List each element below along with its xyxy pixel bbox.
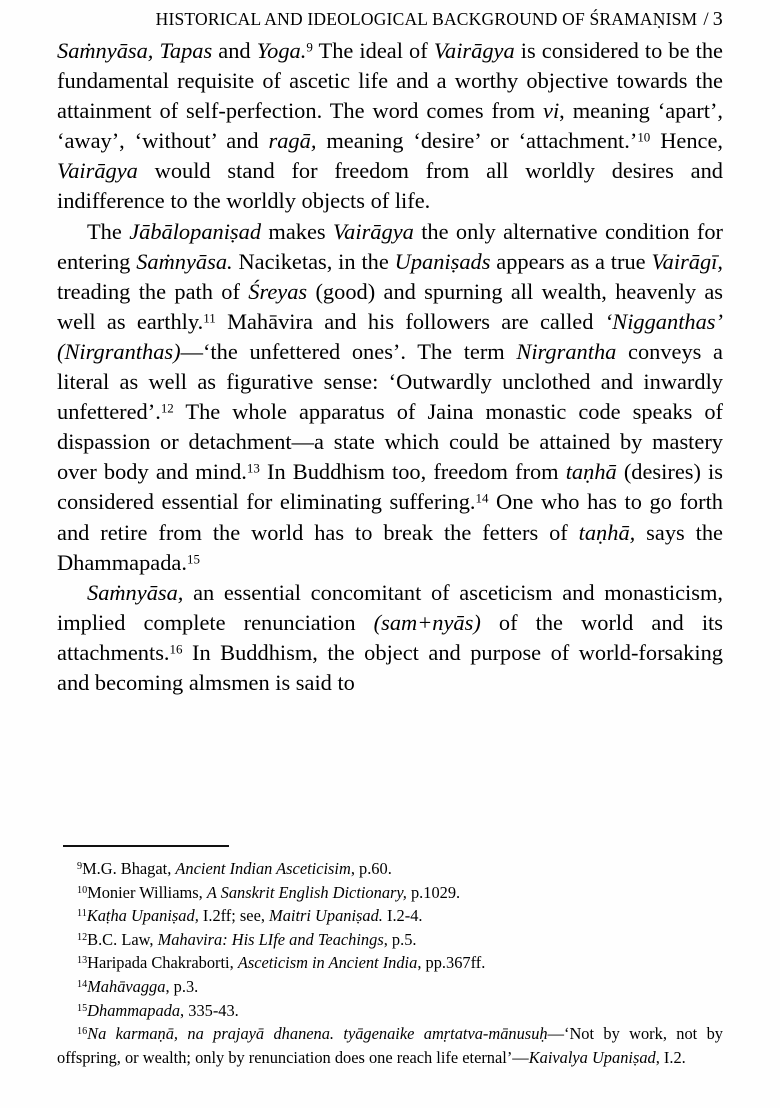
italic-run: ‘Nigganthas’ (Nirgranthas) — [57, 308, 723, 364]
text-run: Mahāvira and his followers are called — [215, 308, 605, 334]
footnote-reference-marker: 11 — [77, 908, 87, 920]
running-head-title: HISTORICAL AND IDEOLOGICAL BACKGROUND OF ŚRAMAṆISM — [155, 9, 698, 29]
text-run: In Buddhism, the object and purpose of world-forsaking and becoming almsmen is said to — [57, 639, 723, 695]
italic-run: taṇhā — [565, 459, 617, 485]
footnote-reference-marker: 10 — [77, 884, 88, 896]
italic-run: Kaṭha Upaniṣad, — [86, 906, 199, 926]
text-run: and — [212, 38, 257, 63]
text-run: The ideal of — [312, 38, 434, 63]
text-run: , p.3. — [165, 976, 199, 996]
italic-run: Vairāgya — [332, 218, 414, 244]
italic-run: ragā, — [268, 128, 317, 154]
text-run: —‘the unfettered ones’. The term — [180, 338, 517, 364]
footnote-entry — [57, 857, 723, 881]
text-run: , p.5. — [383, 929, 417, 949]
footnote-reference-marker: 12 — [160, 400, 174, 416]
italic-run: Na karmaṇā, na prajayā dhanena. tyāgenaike amṛtatva-mānusuḥ — [87, 1024, 548, 1044]
italic-run: Śreyas — [248, 278, 308, 304]
footnote-entry — [57, 1022, 723, 1069]
footnote-separator-rule — [63, 845, 229, 847]
footnote-reference-marker: 15 — [186, 550, 200, 566]
footnote-reference-marker: 13 — [77, 955, 88, 967]
text-run: , p.60. — [350, 859, 392, 878]
italic-run: Mahavira: His LIfe and Teachings — [157, 929, 384, 949]
text-run: of the world and its attachments. — [57, 609, 723, 665]
text-run: M.G. Bhagat, — [82, 859, 176, 878]
text-run: is considered to be the fundamental requisite of ascetic life and a worthy objective towards the attainment of self-perfection. The word comes from — [57, 38, 723, 124]
italic-run: Saṁnyāsa. — [136, 248, 233, 274]
text-run: the only alternative condition for entering — [57, 218, 723, 274]
italic-run: Nirgrantha — [516, 338, 617, 364]
italic-run: Dhammapada — [87, 1000, 181, 1020]
text-run: would stand for freedom from all worldly desires and indifference to the worldly objects of life. — [57, 158, 723, 214]
text-run: (desires) is considered essential for eliminating suffering. — [57, 459, 723, 515]
text-run: Hence, — [650, 128, 723, 154]
italic-run: vi — [543, 98, 560, 124]
footnote-entry — [57, 928, 723, 952]
italic-run: (sam+nyās) — [373, 609, 481, 635]
italic-run: Asceticism in Ancient India — [237, 953, 418, 973]
body-text — [57, 36, 723, 698]
text-run: appears as a true — [490, 248, 652, 274]
text-run: , I.2. — [655, 1047, 686, 1067]
footnote-reference-marker: 13 — [246, 460, 260, 476]
text-run: , meaning ‘apart’, ‘away’, ‘without’ and — [57, 98, 723, 154]
footnote-reference-marker: 10 — [637, 129, 651, 145]
text-run: meaning ‘desire’ or ‘attachment.’ — [316, 128, 638, 154]
footnote-reference-marker: 12 — [77, 931, 88, 943]
footnote-reference-marker: 14 — [77, 978, 88, 990]
italic-run: Saṁnyāsa, Tapas — [57, 38, 213, 63]
text-run: an essential concomitant of asceticism and monasticism, implied complete renunciation — [57, 579, 723, 635]
footnote-entry — [57, 881, 723, 905]
footnote-entry — [57, 999, 723, 1023]
text-run: The — [87, 218, 130, 244]
footnote-reference-marker: 14 — [475, 490, 489, 506]
italic-run: Maitri Upaniṣad. — [269, 906, 383, 926]
text-run: makes — [261, 218, 333, 244]
footnote-reference-marker: 9 — [306, 39, 313, 55]
text-run: says the Dhammapada. — [57, 519, 723, 575]
text-run: treading the path of — [57, 278, 249, 304]
text-run: B.C. Law, — [87, 929, 158, 949]
text-run: One who has to go forth and retire from the world has to break the fetters of — [57, 489, 723, 545]
text-run: In Buddhism too, freedom from — [259, 459, 566, 485]
running-head — [57, 8, 723, 31]
italic-run: taṇhā, — [578, 519, 636, 545]
body-paragraph — [57, 36, 723, 217]
footnote-entry — [57, 951, 723, 975]
text-run: , pp.367ff. — [417, 953, 486, 973]
text-run: I.2ff; see, — [198, 906, 270, 926]
text-run: conveys a literal as well as figurative sense: ‘Outwardly unclothed and inwardly unfettered’. — [57, 338, 723, 425]
page-number: 3 — [712, 8, 723, 30]
italic-run: Ancient Indian Asceticisim — [175, 859, 351, 878]
text-run: —‘Not by work, not by offspring, or wealth; only by renunciation does one reach life eternal’— — [57, 1024, 723, 1067]
text-run: (good) and spurning all wealth, heavenly as well as earthly. — [57, 278, 724, 334]
italic-run: Vairāgī, — [651, 248, 724, 274]
footnotes-block — [57, 857, 723, 1069]
italic-run: Kaivalya Upaniṣad — [528, 1047, 656, 1067]
text-run: Naciketas, in the — [232, 248, 395, 274]
italic-run: Mahāvagga — [87, 976, 166, 996]
text-run: , 335-43. — [180, 1000, 239, 1020]
italic-run: Yoga. — [256, 38, 307, 63]
italic-run: Vairāgya — [57, 158, 138, 184]
text-run: Monier Williams, — [87, 882, 207, 902]
text-run: p.1029. — [406, 882, 461, 902]
italic-run: Vairāgya — [433, 38, 515, 63]
text-run: I.2-4. — [382, 906, 423, 926]
footnote-entry — [57, 904, 723, 928]
italic-run: A Sanskrit English Dictionary, — [206, 882, 407, 902]
text-run: The whole apparatus of Jaina monastic code speaks of dispassion or detachment—a state which could be attained by mastery over body and mind. — [57, 399, 723, 485]
body-paragraph — [57, 578, 723, 698]
body-paragraph — [57, 217, 723, 578]
footnote-reference-marker: 16 — [169, 641, 183, 657]
text-run: Haripada Chakraborti, — [87, 953, 238, 973]
footnote-entry — [57, 975, 723, 999]
italic-run: Jābālopaniṣad — [129, 218, 262, 244]
running-head-separator: / — [703, 9, 709, 30]
italic-run: Upaniṣads — [394, 248, 491, 274]
footnote-reference-marker: 15 — [77, 1002, 88, 1014]
italic-run: Saṁnyāsa, — [87, 579, 184, 605]
footnote-reference-marker: 11 — [203, 310, 216, 326]
footnote-reference-marker: 9 — [77, 860, 83, 872]
footnote-reference-marker: 16 — [77, 1026, 88, 1038]
